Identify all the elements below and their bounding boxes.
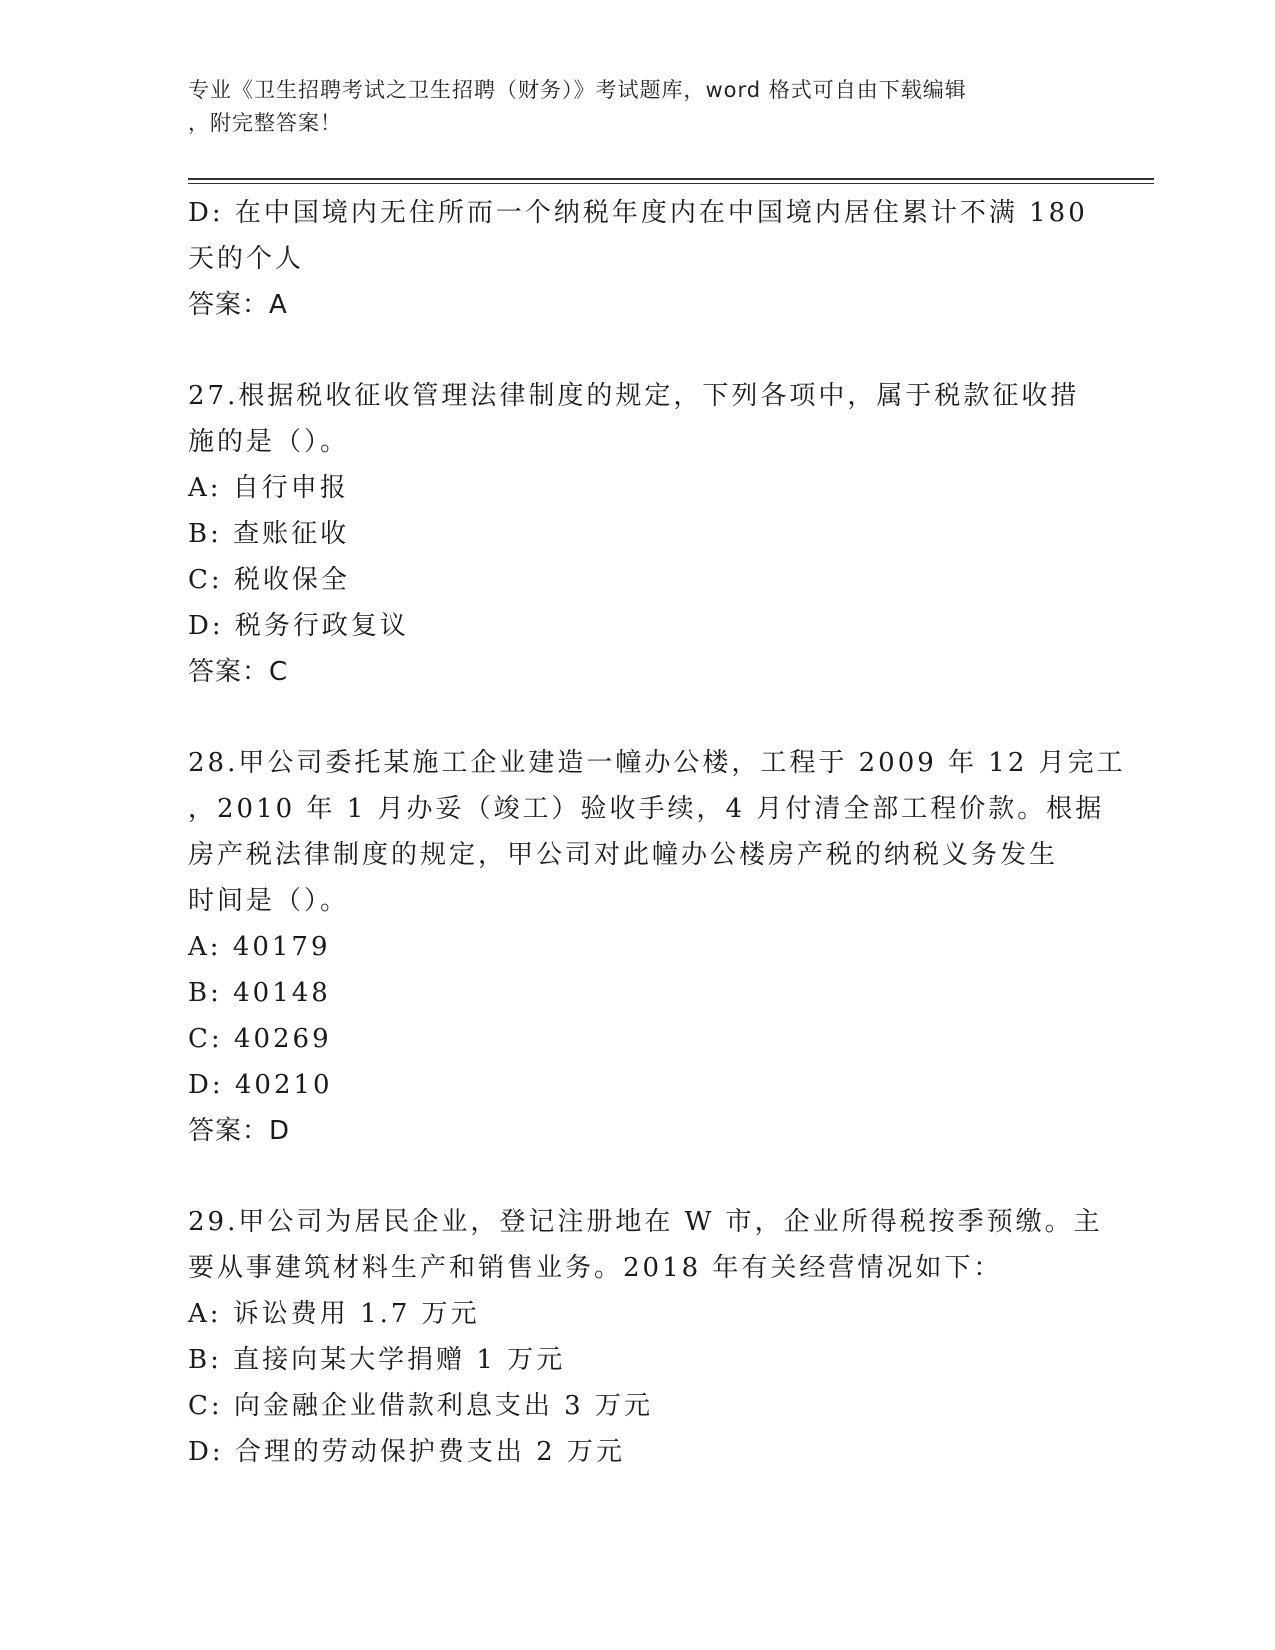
q26-answer: 答案：A xyxy=(188,290,288,320)
question-26-tail xyxy=(188,190,1088,328)
spacer xyxy=(188,1154,1068,1199)
q27-stem-line-2: 施的是（）。 xyxy=(188,427,350,457)
q28-answer: 答案：D xyxy=(188,1116,291,1146)
spacer xyxy=(188,328,1068,373)
q28-option-a: A: 40179 xyxy=(188,932,331,962)
spacer xyxy=(188,695,1068,740)
q27-option-b: B: 查账征收 xyxy=(188,519,350,549)
q28-option-c: C: 40269 xyxy=(188,1024,332,1054)
q27-option-d: D: 税务行政复议 xyxy=(188,611,409,641)
q29-option-a: A: 诉讼费用 1.7 万元 xyxy=(188,1299,480,1329)
q29-option-c: C: 向金融企业借款利息支出 3 万元 xyxy=(188,1391,653,1421)
question-29 xyxy=(188,1199,1103,1475)
header-line-2: ，附完整答案！ xyxy=(188,111,342,135)
q27-option-a: A: 自行申报 xyxy=(188,473,349,503)
q28-stem-line-4: 时间是（）。 xyxy=(188,886,350,916)
q28-option-d: D: 40210 xyxy=(188,1070,333,1100)
q28-stem-line-3: 房产税法律制度的规定，甲公司对此幢办公楼房产税的纳税义务发生 xyxy=(188,840,1059,870)
q29-stem-line-1: 29.甲公司为居民企业，登记注册地在 W 市，企业所得税按季预缴。主 xyxy=(188,1207,1103,1237)
q27-answer: 答案：C xyxy=(188,657,289,687)
q28-stem-line-2: ，2010 年 1 月办妥（竣工）验收手续，4 月付清全部工程价款。根据 xyxy=(188,794,1105,824)
header-divider-thick xyxy=(188,178,1154,180)
header-line-1: 专业《卫生招聘考试之卫生招聘（财务）》考试题库，word 格式可自由下载编辑 xyxy=(188,78,967,102)
q28-option-b: B: 40148 xyxy=(188,978,331,1008)
q28-stem-line-1: 28.甲公司委托某施工企业建造一幢办公楼，工程于 2009 年 12 月完工 xyxy=(188,748,1126,778)
q27-stem-line-1: 27.根据税收征收管理法律制度的规定，下列各项中，属于税款征收措 xyxy=(188,381,1080,411)
q29-option-b: B: 直接向某大学捐赠 1 万元 xyxy=(188,1345,566,1375)
q27-option-c: C: 税收保全 xyxy=(188,565,350,595)
question-28 xyxy=(188,740,1126,1154)
document-header xyxy=(188,74,1068,140)
q26-option-d-line-1: D: 在中国境内无住所而一个纳税年度内在中国境内居住累计不满 180 xyxy=(188,198,1088,228)
q29-stem-line-2: 要从事建筑材料生产和销售业务。2018 年有关经营情况如下： xyxy=(188,1253,1003,1283)
q29-option-d: D: 合理的劳动保护费支出 2 万元 xyxy=(188,1437,625,1467)
question-27 xyxy=(188,373,1080,695)
question-list xyxy=(188,190,1126,1475)
header-divider-thin xyxy=(188,183,1154,184)
q26-option-d-line-2: 天的个人 xyxy=(188,244,305,274)
